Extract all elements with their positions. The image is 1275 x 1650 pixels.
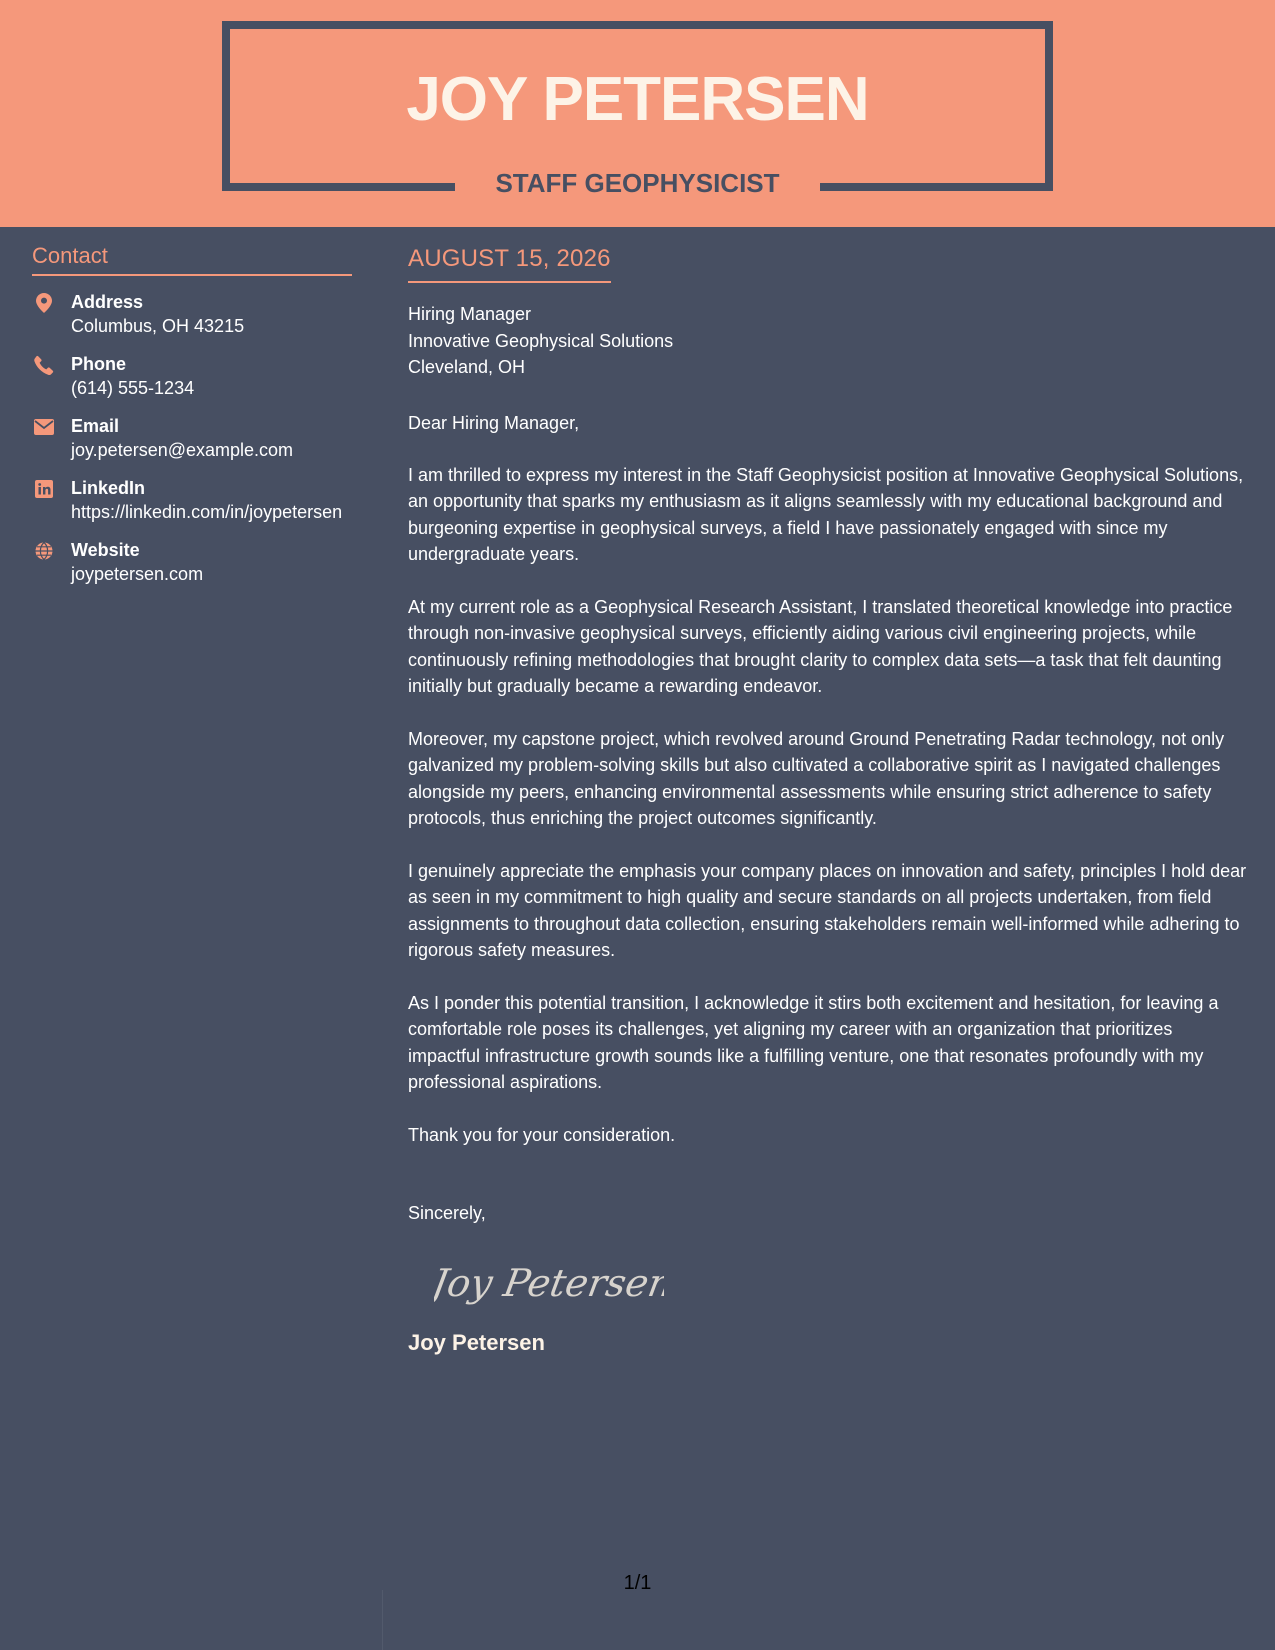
recipient-line: Hiring Manager <box>408 304 532 324</box>
header-banner <box>0 0 1275 227</box>
closing: Sincerely, <box>408 1203 486 1223</box>
letter-paragraph: Moreover, my capstone project, which revolved around Ground Penetrating Radar technology, not only galvanized my problem-solving skills but also cultivated a collaborative spirit as I navigated challenges alongside my peers, enhancing environmental assessments while ensuring strict adherence to safety protocols, thus enriching the project outcomes significantly. <box>408 728 1225 828</box>
website-link[interactable]: joypetersen.com <box>71 564 204 584</box>
contact-label: LinkedIn <box>71 478 146 498</box>
letter-paragraph: At my current role as a Geophysical Research Assistant, I translated theoretical knowledge into practice through non-invasive geophysical surveys, efficiently aiding various civil engineering projects, while continuously refining methodologies that brought clarity to complex data sets—a task that felt daunting initially but gradually became a rewarding endeavor. <box>408 596 1233 696</box>
contact-item-address <box>32 290 352 338</box>
column-divider <box>382 1590 383 1650</box>
envelope-icon <box>34 417 54 437</box>
page-number: 1/1 <box>623 1572 652 1594</box>
contact-item-phone <box>32 352 352 400</box>
applicant-name: JOY PETERSEN <box>406 65 869 134</box>
contact-item-website <box>32 538 352 586</box>
map-pin-icon <box>34 293 54 313</box>
contact-heading: Contact <box>32 242 352 276</box>
letter-paragraph: Thank you for your consideration. <box>408 1124 676 1145</box>
job-title: STAFF GEOPHYSICIST <box>495 168 780 198</box>
contact-value: (614) 555-1234 <box>71 378 195 398</box>
contact-value: joy.petersen@example.com <box>71 440 294 460</box>
recipient-line: Innovative Geophysical Solutions <box>408 330 674 351</box>
contact-label: Address <box>71 292 144 312</box>
linkedin-link[interactable]: https://linkedin.com/in/joypetersen <box>71 502 343 522</box>
contact-item-linkedin <box>32 476 352 524</box>
phone-icon <box>34 355 54 375</box>
salutation: Dear Hiring Manager, <box>408 412 580 433</box>
globe-icon <box>34 541 54 561</box>
svg-text:Joy Petersen: Joy Petersen <box>434 1261 664 1306</box>
handwritten-signature <box>434 1252 1248 1312</box>
contact-label: Email <box>71 416 120 436</box>
letter-paragraph: I am thrilled to express my interest in the Staff Geophysicist position at Innovative Geophysical Solutions, an opportunity that sparks my enthusiasm as it aligns seamlessly with my educational background and burgeoning expertise in geophysical surveys, a field I have passionately engaged with since my undergraduate years. <box>408 464 1244 564</box>
letter-paragraph: I genuinely appreciate the emphasis your company places on innovation and safety, principles I hold dear as seen in my commitment to high quality and secure standards on all projects undertaken, from field assignments to throughout data collection, ensuring stakeholders remain well-informed while adhering to rigorous safety measures. <box>408 860 1247 960</box>
contact-value: Columbus, OH 43215 <box>71 316 245 336</box>
recipient-line: Cleveland, OH <box>408 357 526 377</box>
contact-sidebar <box>32 242 352 586</box>
contact-label: Website <box>71 540 140 560</box>
recipient-block <box>408 301 1248 381</box>
contact-item-email <box>32 414 352 462</box>
linkedin-icon <box>34 479 54 499</box>
contact-label: Phone <box>71 354 127 374</box>
letter-paragraph: As I ponder this potential transition, I acknowledge it stirs both excitement and hesitation, for leaving a comfortable role poses its challenges, yet aligning my career with an organization that prioritizes impactful infrastructure growth sounds like a fulfilling venture, one that resonates profoundly with my professional aspirations. <box>408 992 1219 1092</box>
letter-date: AUGUST 15, 2026 <box>408 243 611 283</box>
cover-letter-body <box>408 243 1248 1358</box>
signed-name: Joy Petersen <box>408 1330 545 1355</box>
